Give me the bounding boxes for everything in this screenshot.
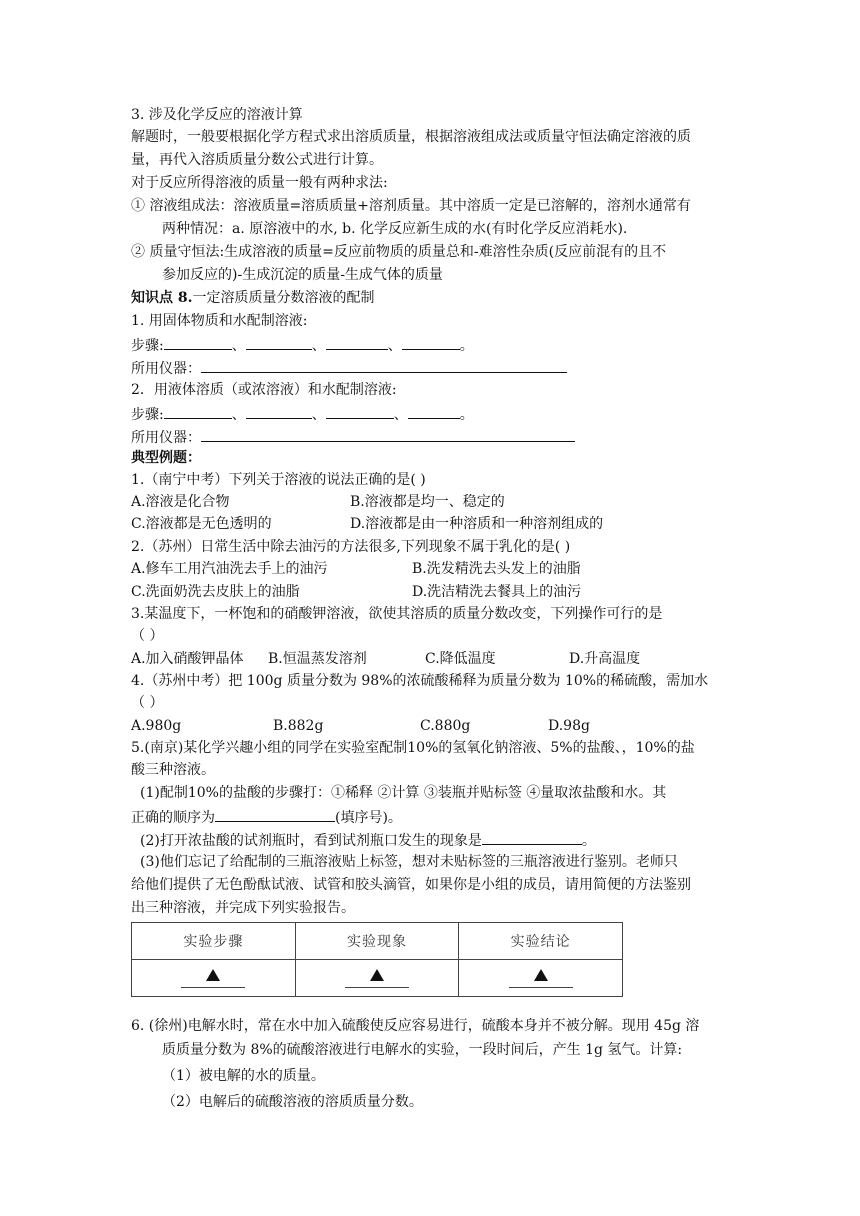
k8-item-1: 1. 用固体物质和水配制溶液:: [131, 313, 308, 329]
separator: 、: [231, 338, 246, 354]
q3-paren: （ ）: [131, 628, 164, 644]
separator: 、: [387, 338, 402, 354]
blank-line: [164, 334, 232, 350]
method-2-line-a: ② 质量守恒法:生成溶液的质量=反应前物质的质量总和-难溶性杂质(反应前混有的且不: [131, 244, 667, 260]
q5-part-3c: 出三种溶液，并完成下列实验报告。: [131, 900, 355, 916]
q1-option-b: B.溶液都是均一、稳定的: [350, 494, 505, 510]
q5-part-1b-prefix: 正确的顺序为: [131, 810, 215, 826]
q4-paren: （ ）: [131, 695, 164, 711]
answer-cell: [295, 960, 459, 997]
experiment-report-table: [131, 922, 623, 997]
q4-option-a: A.980g: [131, 718, 182, 734]
header-conclusion: 实验结论: [459, 923, 623, 960]
method-1-line-a: ① 溶液组成法：溶液质量=溶质质量+溶剂质量。其中溶质一定是已溶解的，溶剂水通常有: [131, 198, 691, 214]
q4-option-d: D.98g: [548, 718, 590, 734]
q1-option-d: D.溶液都是由一种溶质和一种溶剂组成的: [350, 516, 604, 532]
q2-option-b: B.洗发精洗去头发上的油脂: [412, 561, 581, 577]
k8-steps-2: [131, 403, 474, 425]
blank-line: [201, 357, 567, 373]
answer-blank: [215, 806, 335, 822]
method-1-line-b: 两种情况：a. 原溶液中的水, b. 化学反应新生成的水(有时化学反应消耗水).: [162, 221, 628, 237]
table-row: [132, 960, 623, 997]
blank-line: [164, 403, 232, 419]
q2-option-a: A.修车工用汽油洗去手上的油污: [131, 561, 328, 577]
blank-line: [246, 403, 312, 419]
method-2-line-b: 参加反应的)-生成沉淀的质量-生成气体的质量: [162, 267, 443, 283]
q1-stem: 1.（南宁中考）下列关于溶液的说法正确的是( ): [131, 472, 426, 488]
answer-blank: [482, 829, 582, 845]
header-steps: 实验步骤: [132, 923, 296, 960]
q3-option-d: D.升高温度: [569, 651, 641, 667]
triangle-marker-icon: [534, 969, 548, 981]
steps-label: 步骤:: [131, 407, 164, 423]
steps-label: 步骤:: [131, 338, 164, 354]
instruments-label: 所用仪器：: [131, 361, 201, 377]
triangle-marker-icon: [370, 969, 384, 981]
knowledge-point-8-heading: [131, 288, 375, 308]
q6-sub-2: （2）电解后的硫酸溶液的溶质质量分数。: [162, 1094, 423, 1110]
q5-stem-b: 酸三种溶液。: [131, 762, 215, 778]
answer-line: [345, 987, 409, 988]
answer-line: [509, 987, 573, 988]
q3-option-b: B.恒温蒸发溶剂: [268, 651, 367, 667]
q5-stem-a: 5.(南京)某化学兴趣小组的同学在实验室配制10%的氢氧化钠溶液、5%的盐酸、，10%的盐: [131, 740, 695, 756]
section-3-para-1b: 量，再代入溶质质量分数公式进行计算。: [131, 152, 383, 168]
q1-option-c: C.溶液都是无色透明的: [131, 516, 272, 532]
knowledge-point-title: 一定溶质质量分数溶液的配制: [192, 290, 375, 306]
section-3-para-2: 对于反应所得溶液的质量一般有两种求法:: [131, 175, 388, 191]
q4-option-b: B.882g: [273, 718, 324, 734]
answer-cell: [459, 960, 623, 997]
q3-stem: 3.某温度下，一杯饱和的硝酸钾溶液，欲使其溶质的质量分数改变，下列操作可行的是: [131, 606, 663, 622]
q4-option-c: C.880g: [420, 718, 471, 734]
blank-line: [402, 334, 460, 350]
blank-line: [326, 403, 394, 419]
q4-stem: 4.（苏州中考）把 100g 质量分数为 98%的浓硫酸稀释为质量分数为 10%的稀硫酸，需加水: [131, 673, 709, 689]
q2-stem: 2.（苏州）日常生活中除去油污的方法很多,下列现象不属于乳化的是( ): [131, 539, 571, 555]
separator: 、: [311, 338, 326, 354]
separator: 、: [393, 407, 408, 423]
answer-line: [181, 987, 245, 988]
q3-option-a: A.加入硝酸钾晶体: [131, 651, 244, 667]
q5-part-1b-suffix: (填序号)。: [335, 810, 402, 826]
end-mark: 。: [459, 407, 474, 423]
q2-option-c: C.洗面奶洗去皮肤上的油脂: [131, 584, 300, 600]
blank-line: [408, 403, 460, 419]
q5-part-1a: (1)配制10%的盐酸的步骤打：①稀释 ②计算 ③装瓶并贴标签 ④量取浓盐酸和水。其: [140, 785, 667, 801]
q2-option-d: D.洗洁精洗去餐具上的油污: [412, 584, 582, 600]
q1-option-a: A.溶液是化合物: [131, 494, 230, 510]
k8-item-2: 2．用液体溶质（或浓溶液）和水配制溶液:: [131, 382, 397, 398]
separator: 、: [311, 407, 326, 423]
q5-part-1b: [131, 806, 402, 828]
q5-part-2-suffix: 。: [581, 833, 596, 849]
section-3-title: 3. 涉及化学反应的溶液计算: [131, 107, 303, 123]
section-3-para-1a: 解题时，一般要根据化学方程式求出溶质质量，根据溶液组成法或质量守恒法确定溶液的质: [131, 129, 691, 145]
q5-part-2: [140, 829, 596, 851]
instruments-label: 所用仪器：: [131, 430, 201, 446]
q5-part-3a: (3)他们忘记了给配制的三瓶溶液贴上标签，想对未贴标签的三瓶溶液进行鉴别。老师只: [140, 854, 678, 870]
header-phenomenon: 实验现象: [295, 923, 459, 960]
q6-stem-a: 6. (徐州)电解水时，常在水中加入硫酸使反应容易进行，硫酸本身并不被分解。现用 45g 溶: [131, 1018, 700, 1034]
k8-instruments-2: [131, 426, 575, 448]
triangle-marker-icon: [206, 969, 220, 981]
q6-stem-b: 质质量分数为 8%的硫酸溶液进行电解水的实验，一段时间后，产生 1g 氢气。计算:: [162, 1042, 683, 1058]
q5-part-3b: 给他们提供了无色酚酞试液、试管和胶头滴管，如果你是小组的成员，请用简便的方法鉴别: [131, 877, 691, 893]
q3-option-c: C.降低温度: [425, 651, 496, 667]
blank-line: [246, 334, 312, 350]
separator: 、: [231, 407, 246, 423]
k8-steps-1: [131, 334, 474, 356]
table-header-row: [132, 923, 623, 960]
blank-line: [201, 426, 575, 442]
end-mark: 。: [459, 338, 474, 354]
blank-line: [326, 334, 388, 350]
knowledge-point-label: 知识点 8.: [131, 290, 193, 306]
q6-sub-1: （1）被电解的水的质量。: [162, 1068, 325, 1084]
examples-heading: 典型例题：: [131, 450, 201, 466]
q5-part-2-prefix: (2)打开浓盐酸的试剂瓶时，看到试剂瓶口发生的现象是: [140, 833, 482, 849]
k8-instruments-1: [131, 357, 567, 379]
answer-cell: [132, 960, 296, 997]
